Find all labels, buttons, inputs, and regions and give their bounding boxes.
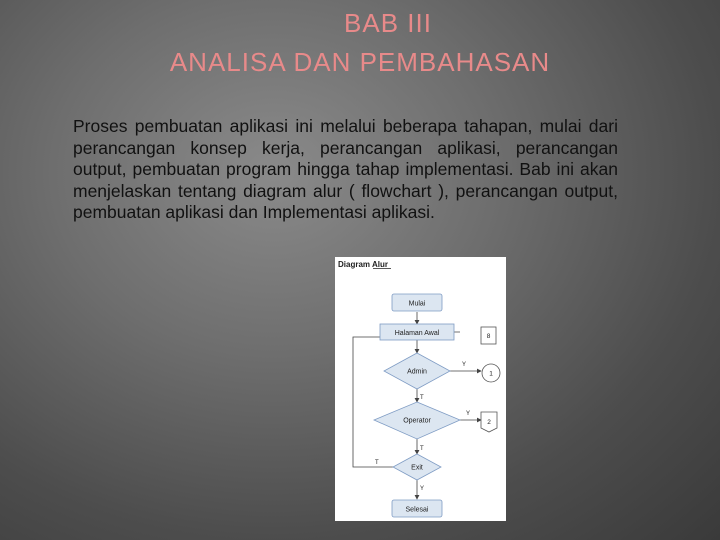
edge-label-operator-no: T (420, 446, 424, 452)
flowchart-operator-label: Operator (403, 417, 431, 425)
flowchart-start-label: Mulai (408, 300, 426, 308)
slide-paragraph: Proses pembuatan aplikasi ini melalui beberapa tahapan, mulai dari perancangan konsep kerja, perancangan aplikasi, perancangan output, pembuatan program hingga tahap implementasi. Bab ini akan menjelaskan tentang diagram alur ( flowchart ), perancangan output, pembuatan aplikasi dan Implementasi aplikasi. (73, 116, 618, 223)
flowchart-end-label: Selesai (405, 506, 429, 514)
flowchart-home-label: Halaman Awal (394, 330, 440, 337)
flowchart-exit-label: Exit (411, 464, 423, 472)
connector-8-label: 8 (486, 333, 491, 340)
slide-title-line1: BAB III (344, 8, 432, 38)
flowchart-image (335, 257, 506, 521)
edge-label-exit-no: T (375, 460, 379, 466)
slide-title-line2: ANALISA DAN PEMBAHASAN (169, 47, 551, 77)
edge-label-admin-yes: Y (462, 362, 467, 368)
edge-label-exit-yes: Y (420, 486, 425, 492)
flowchart-admin-label: Admin (407, 368, 427, 376)
connector-1-label: 1 (489, 370, 493, 378)
connector-2-label: 2 (487, 419, 491, 426)
edge-label-operator-yes: Y (466, 411, 471, 417)
flowchart-caption: Diagram Alur (338, 260, 388, 269)
edge-label-admin-no: T (420, 395, 424, 401)
